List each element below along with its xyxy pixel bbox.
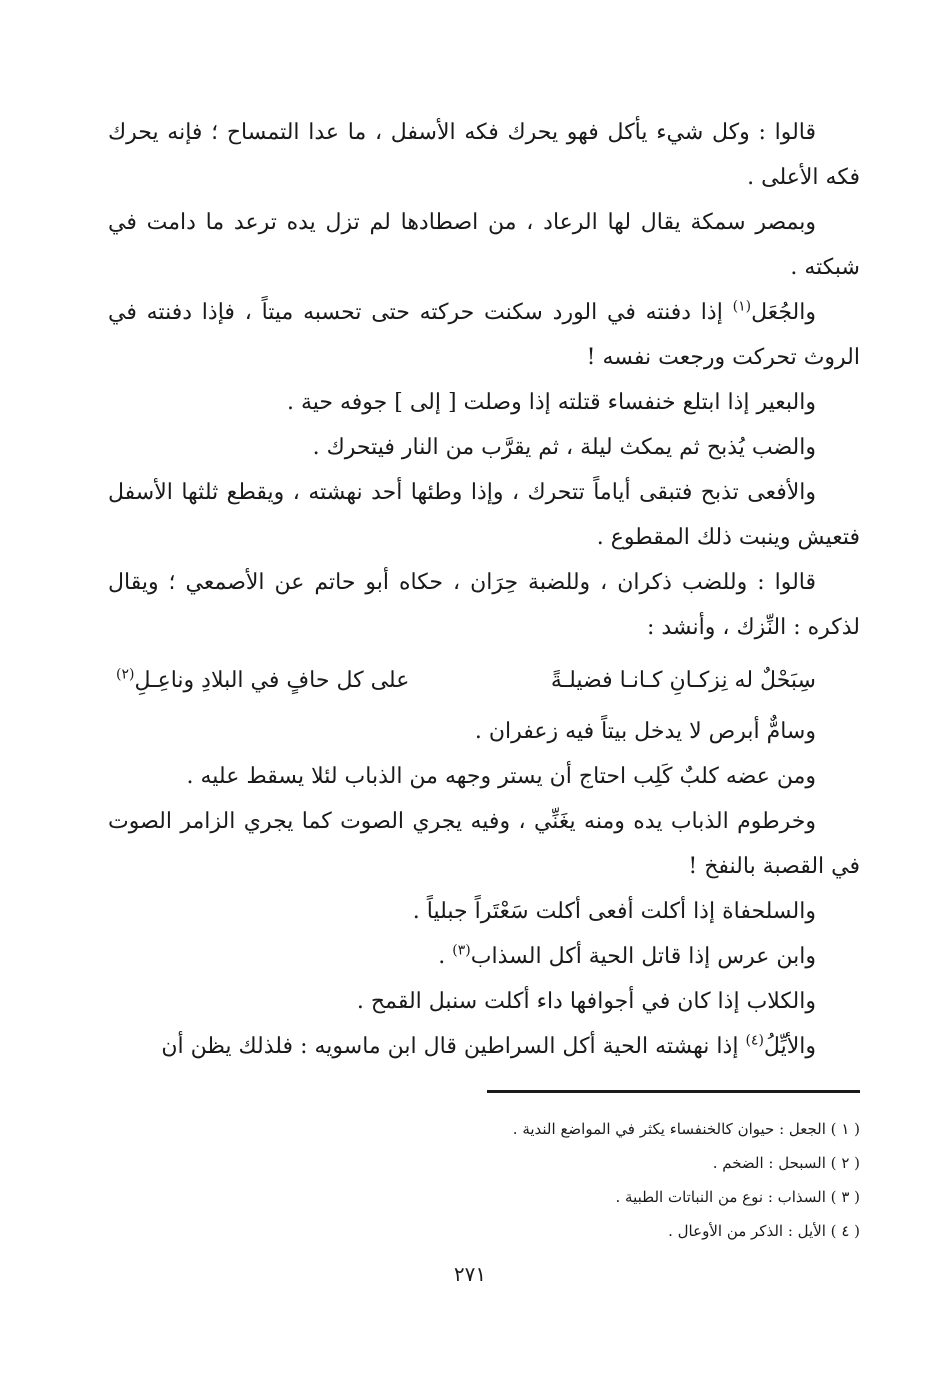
footnote-2: ( ٢ ) السبحل : الضخم . (712, 1154, 860, 1172)
poem-verse (108, 658, 860, 703)
paragraph-stag-start: والأيِّلُ (763, 1034, 816, 1059)
footnote-ref-3: (٣) (452, 942, 471, 959)
paragraph-dogs: والكلاب إذا كان في أجوافها داء أكلت سنبل القمح . (356, 989, 816, 1014)
footnote-ref-4: (٤) (745, 1032, 764, 1049)
paragraph-camel: والبعير إذا ابتلع خنفساء قتلته إذا وصلت [ إلى ] جوفه حية . (286, 390, 816, 415)
paragraph-lizard: والضب يُذبح ثم يمكث ليلة ، ثم يقرَّب من النار فيتحرك . (312, 435, 816, 460)
paragraph-beetle-end: إذا دفنته في الورد سكنت حركته حتى تحسبه ميتاً ، فإذا دفنته في الروث تحركت ورجعت نفسه ! (108, 300, 860, 370)
paragraph-beetle (108, 290, 860, 380)
paragraph-weasel (108, 934, 860, 979)
footnote-4: ( ٤ ) الأيل : الذكر من الأوعال . (668, 1222, 860, 1240)
footnotes (420, 1112, 860, 1248)
poem-second-text: على كل حافٍ في البلادِ وناعِـلِ (134, 668, 410, 693)
paragraph-beetle-start: والجُعَل (751, 300, 816, 325)
paragraph-stag-end: إذا نهشته الحية أكل السراطين قال ابن ماسويه : فلذلك يظن أن (161, 1034, 746, 1059)
paragraph-raad-fish: وبمصر سمكة يقال لها الرعاد ، من اصطادها لم تزل يده ترعد ما دامت في شبكته . (108, 210, 860, 280)
paragraph-stag (108, 1024, 860, 1069)
paragraph-lizard-anatomy: قالوا : وللضب ذكران ، وللضبة حِرَان ، حكاه أبو حاتم عن الأصمعي ؛ ويقال لذكره : النِّزك ، وأنشد : (108, 570, 860, 640)
footnote-1: ( ١ ) الجعل : حيوان كالخنفساء يكثر في المواضع الندية . (512, 1120, 860, 1138)
paragraph-rabid-dog: ومن عضه كلبٌ كَلِب احتاج أن يستر وجهه من الذباب لئلا يسقط عليه . (186, 764, 816, 789)
paragraph-gecko: وسامٌّ أبرص لا يدخل بيتاً فيه زعفران . (474, 719, 816, 744)
paragraph-weasel-end: . (438, 944, 453, 969)
footnote-divider (487, 1090, 860, 1093)
footnote-ref-1: (١) (732, 298, 752, 315)
paragraph-viper: والأفعى تذبح فتبقى أياماً تتحرك ، وإذا وطئها أحد نهشته ، ويقطع ثلثها الأسفل فتعيش وينبت ذلك المقطوع . (108, 480, 860, 550)
paragraph-crocodile: قالوا : وكل شيء يأكل فهو يحرك فكه الأسفل ، ما عدا التمساح ؛ فإنه يحرك فكه الأعلى . (108, 120, 860, 190)
paragraph-fly: وخرطوم الذباب يده ومنه يغَنِّي ، وفيه يجري الصوت كما يجري الزامر الصوت في القصبة بالنفخ ! (108, 809, 860, 879)
paragraph-weasel-start: وابن عرس إذا قاتل الحية أكل السذاب (470, 944, 816, 969)
footnote-ref-2: (٢) (116, 666, 135, 683)
poem-second-hemistich (116, 658, 409, 703)
paragraph-tortoise: والسلحفاة إذا أكلت أفعى أكلت سَعْتَراً جبلياً . (412, 899, 816, 924)
main-text (108, 110, 860, 1069)
poem-first-hemistich: سِبَحْلٌ له نِزكـانِ كـانـا فضيلـةً (550, 668, 816, 693)
footnote-3: ( ٣ ) السذاب : نوع من النباتات الطبية . (615, 1188, 860, 1206)
page-number: ٢٧١ (453, 1262, 487, 1286)
